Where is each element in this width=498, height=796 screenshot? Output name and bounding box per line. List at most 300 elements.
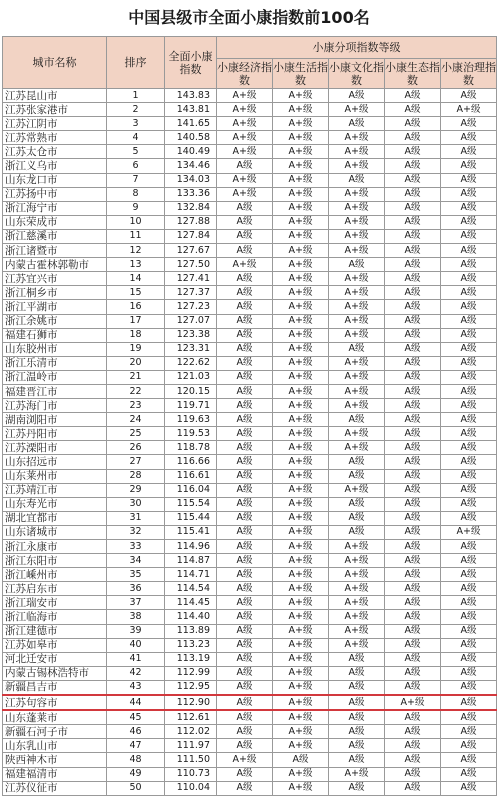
header-culture: 小康文化指数: [329, 60, 384, 87]
rank-cell: 3: [107, 117, 165, 131]
life-grade-cell: A+级: [273, 725, 329, 739]
economy-grade-cell: A+级: [217, 173, 273, 187]
economy-grade-cell: A+级: [217, 145, 273, 159]
table-row: [3, 117, 497, 131]
index-cell: 127.88: [165, 215, 217, 229]
header-governance: 小康治理指数: [441, 60, 496, 87]
table-row: [3, 201, 497, 215]
index-cell: 115.41: [165, 525, 217, 539]
culture-grade-cell: A+级: [329, 596, 385, 610]
city-cell: 福建晋江市: [3, 384, 107, 398]
ecology-grade-cell: A+级: [385, 695, 441, 710]
city-cell: 浙江瑞安市: [3, 596, 107, 610]
ecology-grade-cell: A级: [385, 258, 441, 272]
culture-grade-cell: A+级: [329, 370, 385, 384]
ecology-grade-cell: A级: [385, 384, 441, 398]
index-cell: 123.38: [165, 328, 217, 342]
city-cell: 江苏宜兴市: [3, 272, 107, 286]
life-grade-cell: A+级: [273, 117, 329, 131]
index-cell: 110.73: [165, 767, 217, 781]
ecology-grade-cell: A级: [385, 483, 441, 497]
life-grade-cell: A+级: [273, 739, 329, 753]
header-ecology: 小康生态指数: [385, 60, 440, 87]
index-cell: 119.53: [165, 427, 217, 441]
ecology-grade-cell: A级: [385, 173, 441, 187]
table-row: [3, 568, 497, 582]
rank-cell: 44: [107, 695, 165, 710]
index-cell: 119.63: [165, 413, 217, 427]
table-row: [3, 258, 497, 272]
table-row: [3, 427, 497, 441]
governance-grade-cell: A级: [441, 511, 497, 525]
ecology-grade-cell: A级: [385, 753, 441, 767]
life-grade-cell: A+级: [273, 469, 329, 483]
governance-grade-cell: A级: [441, 739, 497, 753]
ecology-grade-cell: A级: [385, 159, 441, 173]
economy-grade-cell: A级: [217, 525, 273, 539]
table-row: [3, 173, 497, 187]
city-cell: 新疆昌吉市: [3, 680, 107, 695]
governance-grade-cell: A级: [441, 244, 497, 258]
rank-cell: 9: [107, 201, 165, 215]
index-cell: 127.50: [165, 258, 217, 272]
life-grade-cell: A+级: [273, 638, 329, 652]
ecology-grade-cell: A级: [385, 145, 441, 159]
life-grade-cell: A+级: [273, 201, 329, 215]
table-row: [3, 314, 497, 328]
economy-grade-cell: A+级: [217, 103, 273, 117]
table-row: [3, 469, 497, 483]
city-cell: 山东招远市: [3, 455, 107, 469]
index-cell: 127.67: [165, 244, 217, 258]
index-cell: 116.04: [165, 483, 217, 497]
table-row: [3, 695, 497, 710]
table-row: [3, 159, 497, 173]
economy-grade-cell: A级: [217, 314, 273, 328]
index-cell: 112.02: [165, 725, 217, 739]
culture-grade-cell: A+级: [329, 624, 385, 638]
culture-grade-cell: A+级: [329, 582, 385, 596]
index-cell: 120.15: [165, 384, 217, 398]
culture-grade-cell: A级: [329, 511, 385, 525]
city-cell: 江苏昆山市: [3, 89, 107, 103]
index-cell: 113.23: [165, 638, 217, 652]
ecology-grade-cell: A级: [385, 201, 441, 215]
ecology-grade-cell: A级: [385, 610, 441, 624]
life-grade-cell: A+级: [273, 103, 329, 117]
ecology-grade-cell: A级: [385, 511, 441, 525]
life-grade-cell: A+级: [273, 356, 329, 370]
ecology-grade-cell: A级: [385, 244, 441, 258]
life-grade-cell: A级: [273, 753, 329, 767]
index-cell: 140.58: [165, 131, 217, 145]
city-cell: 陕西神木市: [3, 753, 107, 767]
rank-cell: 38: [107, 610, 165, 624]
economy-grade-cell: A级: [217, 342, 273, 356]
governance-grade-cell: A级: [441, 582, 497, 596]
city-cell: 江苏启东市: [3, 582, 107, 596]
economy-grade-cell: A级: [217, 370, 273, 384]
index-cell: 113.19: [165, 652, 217, 666]
ecology-grade-cell: A级: [385, 455, 441, 469]
governance-grade-cell: A级: [441, 441, 497, 455]
index-cell: 127.23: [165, 300, 217, 314]
governance-grade-cell: A级: [441, 455, 497, 469]
economy-grade-cell: A级: [217, 666, 273, 680]
life-grade-cell: A+级: [273, 624, 329, 638]
index-cell: 112.90: [165, 695, 217, 710]
governance-grade-cell: A级: [441, 89, 497, 103]
life-grade-cell: A+级: [273, 131, 329, 145]
governance-grade-cell: A级: [441, 540, 497, 554]
governance-grade-cell: A级: [441, 328, 497, 342]
life-grade-cell: A+级: [273, 215, 329, 229]
index-cell: 123.31: [165, 342, 217, 356]
rank-cell: 15: [107, 286, 165, 300]
rank-cell: 25: [107, 427, 165, 441]
city-cell: 江苏如皋市: [3, 638, 107, 652]
economy-grade-cell: A+级: [217, 131, 273, 145]
index-cell: 127.37: [165, 286, 217, 300]
economy-grade-cell: A级: [217, 695, 273, 710]
governance-grade-cell: A级: [441, 272, 497, 286]
culture-grade-cell: A+级: [329, 145, 385, 159]
rank-cell: 20: [107, 356, 165, 370]
governance-grade-cell: A级: [441, 483, 497, 497]
city-cell: 浙江慈溪市: [3, 229, 107, 243]
city-cell: 山东蓬莱市: [3, 710, 107, 725]
rank-cell: 41: [107, 652, 165, 666]
culture-grade-cell: A+级: [329, 427, 385, 441]
economy-grade-cell: A级: [217, 244, 273, 258]
city-cell: 浙江临海市: [3, 610, 107, 624]
index-cell: 132.84: [165, 201, 217, 215]
economy-grade-cell: A级: [217, 229, 273, 243]
governance-grade-cell: A级: [441, 384, 497, 398]
rank-cell: 27: [107, 455, 165, 469]
ecology-grade-cell: A级: [385, 229, 441, 243]
governance-grade-cell: A级: [441, 286, 497, 300]
life-grade-cell: A+级: [273, 781, 329, 795]
table-row: [3, 413, 497, 427]
table-row: [3, 483, 497, 497]
economy-grade-cell: A级: [217, 441, 273, 455]
city-cell: 江苏仪征市: [3, 781, 107, 795]
city-cell: 浙江东阳市: [3, 554, 107, 568]
rank-cell: 37: [107, 596, 165, 610]
rank-cell: 17: [107, 314, 165, 328]
life-grade-cell: A+级: [273, 286, 329, 300]
ecology-grade-cell: A级: [385, 131, 441, 145]
city-cell: 江苏海门市: [3, 399, 107, 413]
rank-cell: 18: [107, 328, 165, 342]
culture-grade-cell: A级: [329, 469, 385, 483]
economy-grade-cell: A级: [217, 427, 273, 441]
index-cell: 143.83: [165, 89, 217, 103]
city-cell: 湖北宜都市: [3, 511, 107, 525]
life-grade-cell: A+级: [273, 258, 329, 272]
ecology-grade-cell: A级: [385, 624, 441, 638]
culture-grade-cell: A+级: [329, 399, 385, 413]
ecology-grade-cell: A级: [385, 117, 441, 131]
table-row: [3, 554, 497, 568]
city-cell: 山东莱州市: [3, 469, 107, 483]
culture-grade-cell: A级: [329, 413, 385, 427]
culture-grade-cell: A+级: [329, 272, 385, 286]
life-grade-cell: A+级: [273, 342, 329, 356]
culture-grade-cell: A+级: [329, 286, 385, 300]
rank-cell: 28: [107, 469, 165, 483]
ecology-grade-cell: A级: [385, 413, 441, 427]
governance-grade-cell: A级: [441, 596, 497, 610]
life-grade-cell: A+级: [273, 540, 329, 554]
economy-grade-cell: A级: [217, 159, 273, 173]
table-row: [3, 229, 497, 243]
culture-grade-cell: A级: [329, 497, 385, 511]
city-cell: 江苏句容市: [3, 695, 107, 710]
table-row: [3, 497, 497, 511]
ecology-grade-cell: A级: [385, 666, 441, 680]
ecology-grade-cell: A级: [385, 725, 441, 739]
city-cell: 山东荣成市: [3, 215, 107, 229]
governance-grade-cell: A级: [441, 342, 497, 356]
city-cell: 浙江温岭市: [3, 370, 107, 384]
index-cell: 118.78: [165, 441, 217, 455]
ecology-grade-cell: A级: [385, 680, 441, 695]
ecology-grade-cell: A级: [385, 89, 441, 103]
economy-grade-cell: A级: [217, 710, 273, 725]
city-cell: 江苏太仓市: [3, 145, 107, 159]
index-cell: 114.40: [165, 610, 217, 624]
index-cell: 116.61: [165, 469, 217, 483]
table-row: [3, 145, 497, 159]
culture-grade-cell: A+级: [329, 215, 385, 229]
table-row: [3, 399, 497, 413]
city-cell: 江苏常熟市: [3, 131, 107, 145]
culture-grade-cell: A+级: [329, 103, 385, 117]
rank-cell: 19: [107, 342, 165, 356]
economy-grade-cell: A+级: [217, 258, 273, 272]
rank-cell: 13: [107, 258, 165, 272]
rank-cell: 29: [107, 483, 165, 497]
city-cell: 江苏江阴市: [3, 117, 107, 131]
ecology-grade-cell: A级: [385, 272, 441, 286]
ecology-grade-cell: A级: [385, 441, 441, 455]
rank-cell: 32: [107, 525, 165, 539]
life-grade-cell: A+级: [273, 666, 329, 680]
governance-grade-cell: A级: [441, 356, 497, 370]
rank-cell: 10: [107, 215, 165, 229]
city-cell: 浙江诸暨市: [3, 244, 107, 258]
table-row: [3, 328, 497, 342]
index-cell: 116.66: [165, 455, 217, 469]
governance-grade-cell: A级: [441, 399, 497, 413]
city-cell: 山东胶州市: [3, 342, 107, 356]
economy-grade-cell: A级: [217, 497, 273, 511]
index-cell: 112.61: [165, 710, 217, 725]
life-grade-cell: A+级: [273, 370, 329, 384]
rank-cell: 11: [107, 229, 165, 243]
ecology-grade-cell: A级: [385, 638, 441, 652]
table-row: [3, 131, 497, 145]
governance-grade-cell: A+级: [441, 525, 497, 539]
economy-grade-cell: A+级: [217, 117, 273, 131]
governance-grade-cell: A级: [441, 258, 497, 272]
life-grade-cell: A+级: [273, 596, 329, 610]
index-cell: 114.87: [165, 554, 217, 568]
culture-grade-cell: A级: [329, 666, 385, 680]
life-grade-cell: A+级: [273, 441, 329, 455]
economy-grade-cell: A级: [217, 286, 273, 300]
economy-grade-cell: A级: [217, 582, 273, 596]
governance-grade-cell: A级: [441, 652, 497, 666]
economy-grade-cell: A+级: [217, 187, 273, 201]
city-cell: 江苏溧阳市: [3, 441, 107, 455]
city-cell: 江苏丹阳市: [3, 427, 107, 441]
culture-grade-cell: A级: [329, 258, 385, 272]
life-grade-cell: A+级: [273, 582, 329, 596]
life-grade-cell: A+级: [273, 272, 329, 286]
ecology-grade-cell: A级: [385, 399, 441, 413]
table-row: [3, 781, 497, 795]
life-grade-cell: A+级: [273, 680, 329, 695]
table-row: [3, 725, 497, 739]
rank-cell: 6: [107, 159, 165, 173]
table-row: [3, 666, 497, 680]
governance-grade-cell: A级: [441, 469, 497, 483]
table-row: [3, 511, 497, 525]
rank-cell: 2: [107, 103, 165, 117]
life-grade-cell: A+级: [273, 145, 329, 159]
ranking-table: [2, 36, 497, 796]
life-grade-cell: A+级: [273, 314, 329, 328]
culture-grade-cell: A+级: [329, 767, 385, 781]
life-grade-cell: A+级: [273, 568, 329, 582]
ecology-grade-cell: A级: [385, 497, 441, 511]
city-cell: 山东乳山市: [3, 739, 107, 753]
index-cell: 114.96: [165, 540, 217, 554]
economy-grade-cell: A级: [217, 483, 273, 497]
rank-cell: 26: [107, 441, 165, 455]
table-row: [3, 441, 497, 455]
ecology-grade-cell: A级: [385, 215, 441, 229]
rank-cell: 12: [107, 244, 165, 258]
table-row: [3, 384, 497, 398]
governance-grade-cell: A级: [441, 753, 497, 767]
city-cell: 湖南浏阳市: [3, 413, 107, 427]
governance-grade-cell: A级: [441, 554, 497, 568]
table-row: [3, 342, 497, 356]
header-rank: 排序: [107, 37, 165, 89]
table-row: [3, 103, 497, 117]
index-cell: 111.50: [165, 753, 217, 767]
city-cell: 江苏靖江市: [3, 483, 107, 497]
ecology-grade-cell: A级: [385, 596, 441, 610]
ecology-grade-cell: A级: [385, 582, 441, 596]
rank-cell: 45: [107, 710, 165, 725]
index-cell: 115.44: [165, 511, 217, 525]
life-grade-cell: A+级: [273, 384, 329, 398]
economy-grade-cell: A级: [217, 554, 273, 568]
life-grade-cell: A+级: [273, 652, 329, 666]
culture-grade-cell: A级: [329, 725, 385, 739]
table-row: [3, 286, 497, 300]
economy-grade-cell: A级: [217, 399, 273, 413]
culture-grade-cell: A+级: [329, 159, 385, 173]
culture-grade-cell: A级: [329, 739, 385, 753]
rank-cell: 36: [107, 582, 165, 596]
index-cell: 113.89: [165, 624, 217, 638]
ecology-grade-cell: A级: [385, 427, 441, 441]
rank-cell: 30: [107, 497, 165, 511]
table-row: [3, 244, 497, 258]
life-grade-cell: A+级: [273, 159, 329, 173]
culture-grade-cell: A+级: [329, 229, 385, 243]
table-row: [3, 455, 497, 469]
governance-grade-cell: A级: [441, 145, 497, 159]
index-cell: 112.99: [165, 666, 217, 680]
economy-grade-cell: A级: [217, 638, 273, 652]
life-grade-cell: A+级: [273, 244, 329, 258]
table-row: [3, 638, 497, 652]
ecology-grade-cell: A级: [385, 187, 441, 201]
city-cell: 浙江桐乡市: [3, 286, 107, 300]
index-cell: 114.54: [165, 582, 217, 596]
life-grade-cell: A+级: [273, 413, 329, 427]
city-cell: 浙江乐清市: [3, 356, 107, 370]
table-row: [3, 739, 497, 753]
city-cell: 浙江义乌市: [3, 159, 107, 173]
governance-grade-cell: A级: [441, 229, 497, 243]
culture-grade-cell: A级: [329, 781, 385, 795]
city-cell: 浙江永康市: [3, 540, 107, 554]
index-cell: 110.04: [165, 781, 217, 795]
table-row: [3, 300, 497, 314]
city-cell: 江苏张家港市: [3, 103, 107, 117]
rank-cell: 40: [107, 638, 165, 652]
economy-grade-cell: A级: [217, 469, 273, 483]
rank-cell: 42: [107, 666, 165, 680]
life-grade-cell: A+级: [273, 229, 329, 243]
economy-grade-cell: A级: [217, 540, 273, 554]
table-row: [3, 215, 497, 229]
index-cell: 122.62: [165, 356, 217, 370]
rank-cell: 22: [107, 384, 165, 398]
governance-grade-cell: A级: [441, 725, 497, 739]
governance-grade-cell: A级: [441, 187, 497, 201]
table-row: [3, 582, 497, 596]
city-cell: 福建福清市: [3, 767, 107, 781]
governance-grade-cell: A级: [441, 781, 497, 795]
governance-grade-cell: A级: [441, 427, 497, 441]
governance-grade-cell: A级: [441, 370, 497, 384]
rank-cell: 21: [107, 370, 165, 384]
governance-grade-cell: A级: [441, 638, 497, 652]
ecology-grade-cell: A级: [385, 103, 441, 117]
governance-grade-cell: A级: [441, 117, 497, 131]
economy-grade-cell: A级: [217, 455, 273, 469]
economy-grade-cell: A级: [217, 328, 273, 342]
life-grade-cell: A+级: [273, 554, 329, 568]
culture-grade-cell: A级: [329, 525, 385, 539]
index-cell: 114.45: [165, 596, 217, 610]
economy-grade-cell: A级: [217, 413, 273, 427]
culture-grade-cell: A级: [329, 89, 385, 103]
rank-cell: 31: [107, 511, 165, 525]
economy-grade-cell: A级: [217, 610, 273, 624]
city-cell: 浙江嵊州市: [3, 568, 107, 582]
ecology-grade-cell: A级: [385, 356, 441, 370]
